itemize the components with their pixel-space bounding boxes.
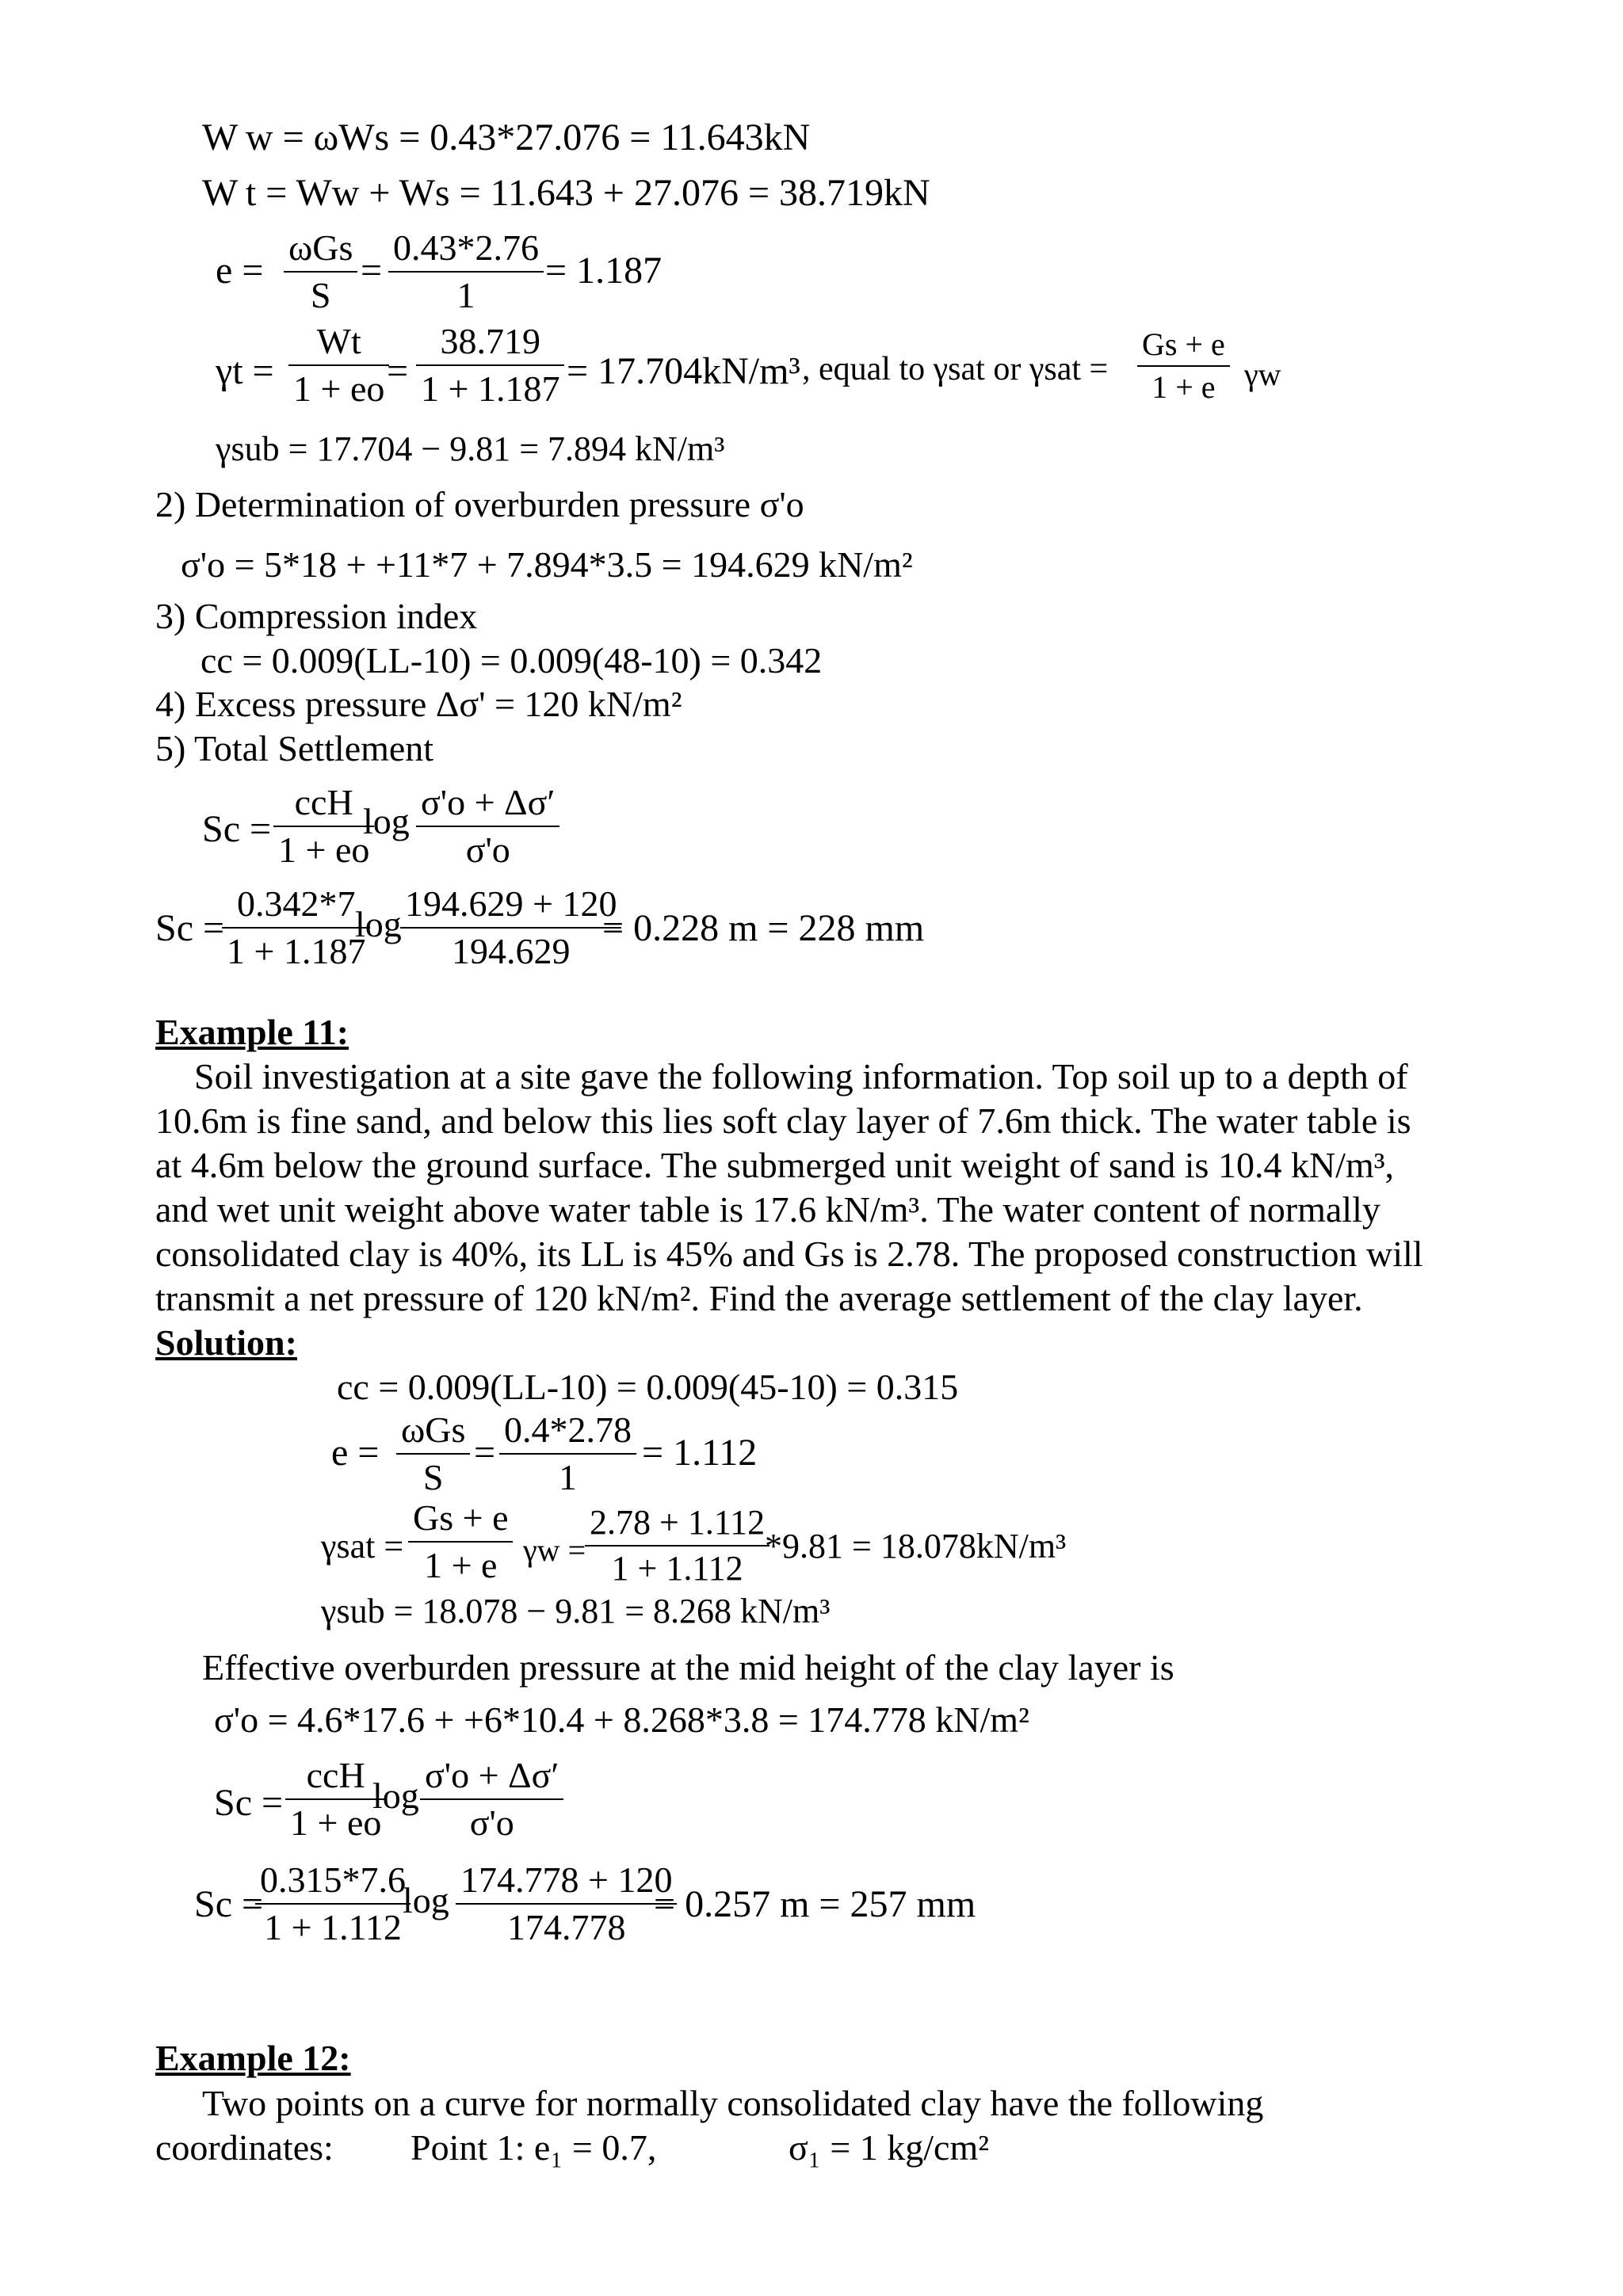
- sc-calc-log: log: [355, 904, 402, 944]
- ex11-p2: 10.6m is fine sand, and below this lies soft clay layer of 7.6m thick. The water table is: [155, 1100, 1411, 1141]
- example-12-heading: Example 12:: [155, 2038, 351, 2078]
- ex11-eff-eq: σ'o = 4.6*17.6 + +6*10.4 + 8.268*3.8 = 174.778 kN/m²: [214, 1699, 1029, 1740]
- sc-formula-frac: ccH 1 + eo: [273, 784, 374, 868]
- step-2-eq: σ'o = 5*18 + +11*7 + 7.894*3.5 = 194.629 kN/m²: [181, 544, 913, 585]
- ex12-point1-e: Point 1: e₁ = 0.7,: [411, 2127, 657, 2168]
- gt-tail: γw: [1244, 357, 1281, 392]
- sc-calc-lhs: Sc =: [155, 907, 225, 949]
- gt-frac1: Wt 1 + eo: [288, 323, 389, 407]
- eo-frac2: 0.43*2.76 1: [388, 230, 544, 314]
- gt-lhs: γt =: [216, 350, 274, 392]
- step-2: 2) Determination of overburden pressure σ'o: [155, 484, 804, 524]
- ex11-gsub: γsub = 18.078 − 9.81 = 8.268 kN/m³: [321, 1592, 831, 1630]
- ex11-eo-eq: =: [474, 1432, 496, 1474]
- eo-result: = 1.187: [545, 250, 663, 292]
- eq-ww: W w = ωWs = 0.43*27.076 = 11.643kN: [202, 116, 811, 158]
- ex11-sc-calc-log: log: [403, 1880, 449, 1920]
- ex11-p6: transmit a net pressure of 120 kN/m². Find the average settlement of the clay layer.: [155, 1278, 1363, 1318]
- ex11-p4: and wet unit weight above water table is 17.6 kN/m³. The water content of normally: [155, 1189, 1381, 1230]
- ex11-sc-formula-logfrac: σ'o + Δσ′ σ'o: [420, 1757, 563, 1841]
- ex11-p5: consolidated clay is 40%, its LL is 45% and Gs is 2.78. The proposed construction will: [155, 1234, 1423, 1274]
- sc-calc-frac: 0.342*7 1 + 1.187: [222, 886, 370, 970]
- eo-frac1: ωGs S: [284, 230, 357, 314]
- ex11-gsat-lhs: γsat =: [321, 1527, 404, 1566]
- solution-heading: Solution:: [155, 1322, 297, 1363]
- ex11-sc-calc-result: = 0.257 m = 257 mm: [654, 1883, 976, 1925]
- ex12-point1-sigma: σ₁ = 1 kg/cm²: [789, 2127, 990, 2168]
- ex11-eo-result: = 1.112: [642, 1432, 758, 1474]
- sc-calc-result: = 0.228 m = 228 mm: [602, 907, 925, 949]
- ex11-eo-frac1: ωGs S: [396, 1412, 470, 1496]
- gt-frac2: 38.719 1 + 1.187: [416, 323, 564, 407]
- step-3-eq: cc = 0.009(LL-10) = 0.009(48-10) = 0.342: [200, 640, 823, 681]
- sc-formula-logfrac: σ'o + Δσ′ σ'o: [416, 784, 559, 868]
- sc-formula-log: log: [363, 801, 410, 841]
- ex11-sc-calc-logfrac: 174.778 + 120 174.778: [456, 1862, 677, 1946]
- ex11-sc-formula-lhs: Sc =: [214, 1782, 284, 1824]
- ex11-cc: cc = 0.009(LL-10) = 0.009(45-10) = 0.315: [337, 1367, 959, 1407]
- sc-calc-logfrac: 194.629 + 120 194.629: [400, 886, 621, 970]
- eo-lhs: e =: [216, 250, 264, 292]
- ex11-p3: at 4.6m below the ground surface. The submerged unit weight of sand is 10.4 kN/m³,: [155, 1145, 1395, 1185]
- ex11-sc-calc-lhs: Sc =: [194, 1883, 264, 1925]
- gt-note: , equal to γsat or γsat =: [802, 351, 1109, 387]
- ex11-eff-text: Effective overburden pressure at the mid height of the clay layer is: [202, 1647, 1174, 1688]
- ex11-eo-frac2: 0.4*2.78 1: [499, 1412, 636, 1496]
- gsub-top: γsub = 17.704 − 9.81 = 7.894 kN/m³: [216, 429, 725, 468]
- ex12-p1: Two points on a curve for normally consolidated clay have the following: [202, 2083, 1264, 2123]
- ex11-p1: Soil investigation at a site gave the following information. Top soil up to a depth of: [194, 1056, 1408, 1097]
- sc-formula-lhs: Sc =: [202, 808, 272, 850]
- step-4: 4) Excess pressure Δσ' = 120 kN/m²: [155, 684, 682, 724]
- gt-frac3: Gs + e 1 + e: [1137, 329, 1230, 403]
- ex11-eo-lhs: e =: [331, 1432, 380, 1474]
- ex11-gsat-frac1: Gs + e 1 + e: [408, 1500, 513, 1584]
- example-11-heading: Example 11:: [155, 1012, 349, 1052]
- ex11-gsat-frac2: 2.78 + 1.112 1 + 1.112: [585, 1505, 769, 1586]
- ex11-gsat-result: *9.81 = 18.078kN/m³: [765, 1527, 1067, 1566]
- gt-eq: =: [387, 350, 409, 392]
- ex11-sc-formula-frac: ccH 1 + eo: [285, 1757, 386, 1841]
- step-3: 3) Compression index: [155, 596, 478, 636]
- gt-result: = 17.704kN/m³: [567, 350, 800, 392]
- ex11-sc-formula-log: log: [372, 1775, 419, 1816]
- eo-eq: =: [361, 250, 383, 292]
- step-5: 5) Total Settlement: [155, 728, 434, 769]
- ex11-sc-calc-frac: 0.315*7.6 1 + 1.112: [255, 1862, 411, 1946]
- ex11-gsat-mid: γw =: [523, 1532, 586, 1568]
- ex12-p2-label: coordinates:: [155, 2127, 334, 2168]
- eq-wt: W t = Ww + Ws = 11.643 + 27.076 = 38.719kN: [202, 172, 930, 214]
